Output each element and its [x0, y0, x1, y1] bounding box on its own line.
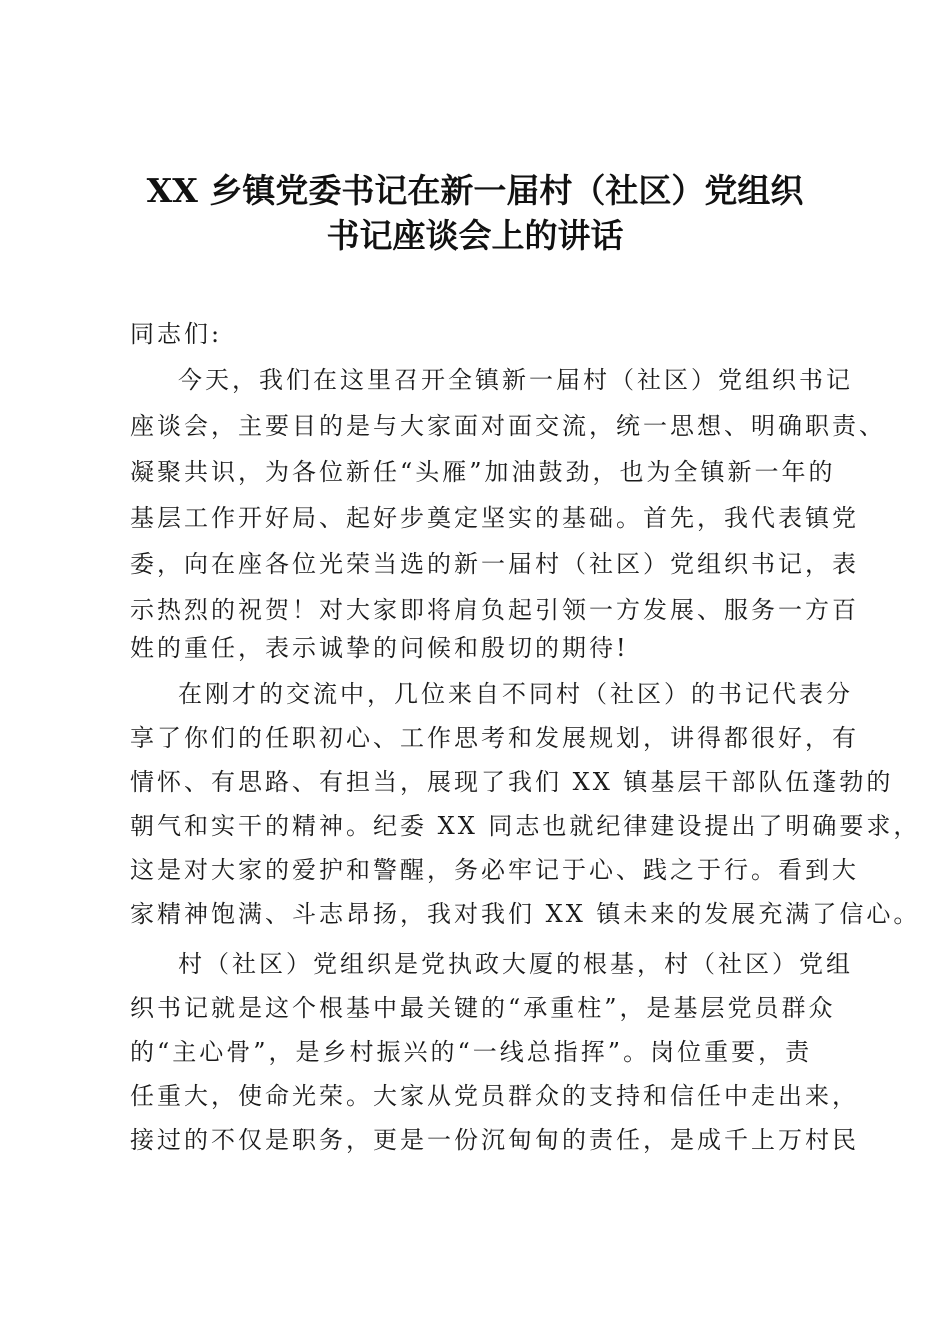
document-title-line-1: XX 乡镇党委书记在新一届村（社区）党组织 — [146, 171, 804, 210]
paragraph-3-line-2: 织书记就是这个根基中最关键的“承重柱”，是基层党员群众 — [130, 994, 836, 1022]
document-title-line-2: 书记座谈会上的讲话 — [326, 216, 624, 255]
paragraph-2-line-4: 朝气和实干的精神。纪委 XX 同志也就纪律建设提出了明确要求， — [130, 812, 921, 840]
paragraph-1-line-3: 凝聚共识，为各位新任“头雁”加油鼓劲，也为全镇新一年的 — [130, 458, 836, 486]
paragraph-2-line-6: 家精神饱满、斗志昂扬，我对我们 XX 镇未来的发展充满了信心。 — [130, 900, 921, 928]
paragraph-1-line-5: 委，向在座各位光荣当选的新一届村（社区）党组织书记，表 — [130, 550, 859, 578]
paragraph-3-line-5: 接过的不仅是职务，更是一份沉甸甸的责任，是成千上万村民 — [130, 1126, 859, 1154]
paragraph-1-line-6: 示热烈的祝贺！对大家即将肩负起引领一方发展、服务一方百 — [130, 596, 859, 624]
paragraph-1-line-7: 姓的重任，表示诚挚的问候和殷切的期待! — [130, 634, 629, 662]
paragraph-2-line-2: 享了你们的任职初心、工作思考和发展规划，讲得都很好，有 — [130, 724, 859, 752]
paragraph-3-line-4: 任重大，使命光荣。大家从党员群众的支持和信任中走出来， — [130, 1082, 859, 1110]
salutation: 同志们: — [130, 320, 223, 348]
paragraph-3-line-1: 村（社区）党组织是党执政大厦的根基，村（社区）党组 — [178, 950, 853, 978]
paragraph-3-line-3: 的“主心骨”，是乡村振兴的“一线总指挥”。岗位重要，责 — [130, 1038, 813, 1066]
paragraph-1-line-2: 座谈会，主要目的是与大家面对面交流，统一思想、明确职责、 — [130, 412, 886, 440]
paragraph-2-line-1: 在刚才的交流中，几位来自不同村（社区）的书记代表分 — [178, 680, 853, 708]
paragraph-2-line-5: 这是对大家的爱护和警醒，务必牢记于心、践之于行。看到大 — [130, 856, 859, 884]
paragraph-1-line-1: 今天，我们在这里召开全镇新一届村（社区）党组织书记 — [178, 366, 853, 394]
paragraph-1-line-4: 基层工作开好局、起好步奠定坚实的基础。首先，我代表镇党 — [130, 504, 859, 532]
paragraph-2-line-3: 情怀、有思路、有担当，展现了我们 XX 镇基层干部队伍蓬勃的 — [130, 768, 894, 796]
